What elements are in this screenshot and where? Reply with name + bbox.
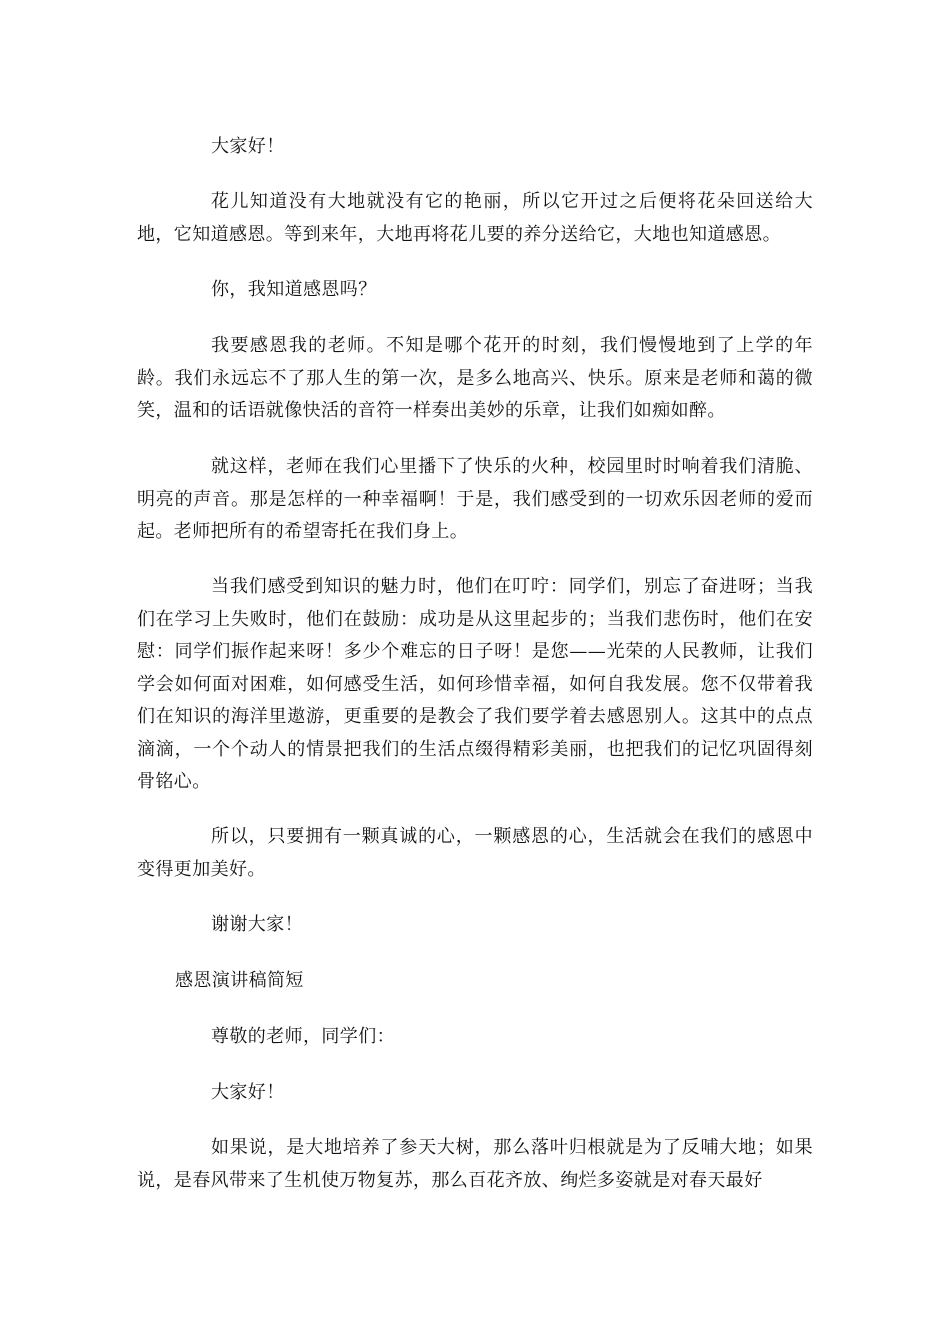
section-title: 感恩演讲稿简短 <box>175 970 304 991</box>
paragraph-earth-tree: 如果说，是大地培养了参天大树，那么落叶归根就是为了反哺大地；如果说，是春风带来了生机使万物复苏，那么百花齐放、绚烂多姿就是对春天最好 <box>137 1137 813 1191</box>
paragraph-salutation: 尊敬的老师，同学们： <box>211 1026 395 1047</box>
paragraph-thanks: 谢谢大家！ <box>211 914 303 935</box>
paragraph-happiness: 就这样，老师在我们心里播下了快乐的火种，校园里时时响着我们清脆、明亮的声音。那是怎样的一种幸福啊！于是，我们感受到的一切欢乐因老师的爱而起。老师把所有的希望寄托在我们身上。 <box>137 456 813 542</box>
paragraph-teacher-gratitude: 我要感恩我的老师。不知是哪个花开的时刻，我们慢慢地到了上学的年龄。我们永远忘不了那人生的第一次，是多么地高兴、快乐。原来是老师和蔼的微笑，温和的话语就像快活的音符一样奏出美妙的乐章，让我们如痴如醉。 <box>137 335 813 421</box>
paragraph-teachers-care: 当我们感受到知识的魅力时，他们在叮咛：同学们，别忘了奋进呀；当我们在学习上失败时，他们在鼓励：成功是从这里起步的；当我们悲伤时，他们在安慰：同学们振作起来呀！多少个难忘的日子呀！是您——光荣的人民教师，让我们学会如何面对困难，如何感受生活，如何珍惜幸福，如何自我发展。您不仅带着我们在知识的海洋里遨游，更重要的是教会了我们要学着去感恩别人。这其中的点点滴滴，一个个动人的情景把我们的生活点缀得精彩美丽，也把我们的记忆巩固得刻骨铭心。 <box>137 576 813 792</box>
paragraph-conclusion: 所以，只要拥有一颗真诚的心，一颗感恩的心，生活就会在我们的感恩中变得更加美好。 <box>137 826 813 880</box>
paragraph-greeting: 大家好！ <box>211 136 285 157</box>
paragraph-greeting-2: 大家好！ <box>211 1082 285 1103</box>
paragraph-flowers: 花儿知道没有大地就没有它的艳丽，所以它开过之后便将花朵回送给大地，它知道感恩。等到来年，大地再将花儿要的养分送给它，大地也知道感恩。 <box>137 191 813 245</box>
paragraph-question: 你，我知道感恩吗？ <box>211 279 377 300</box>
